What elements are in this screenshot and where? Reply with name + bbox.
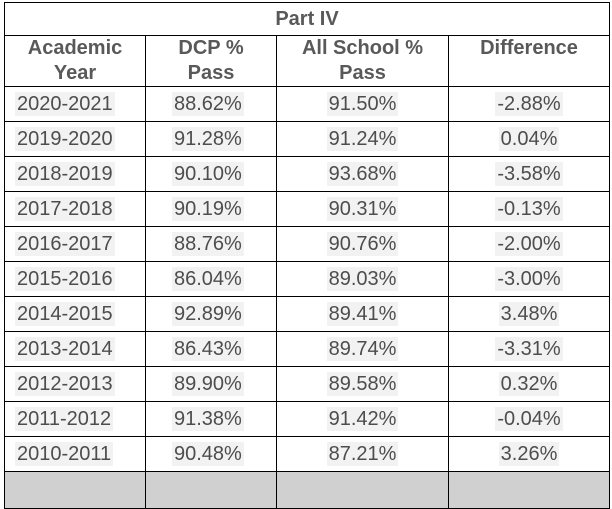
header-all-school-pass bbox=[277, 36, 449, 87]
cell-text: 91.50% bbox=[328, 92, 397, 115]
header-line: DCP % bbox=[178, 37, 244, 59]
cell-text: 91.24% bbox=[328, 127, 397, 150]
cell-difference bbox=[449, 87, 610, 122]
cell-dcp-pass bbox=[146, 87, 277, 122]
table-row bbox=[5, 402, 610, 437]
header-academic-year bbox=[5, 36, 146, 87]
table-row bbox=[5, 87, 610, 122]
cell-text: 2020-2021 bbox=[17, 92, 113, 115]
header-line: Academic bbox=[27, 37, 123, 59]
cell-text: 91.38% bbox=[174, 407, 242, 430]
cell-text: 2011-2012 bbox=[17, 407, 112, 430]
cell-all-school-pass bbox=[277, 367, 449, 402]
cell-text: 0.32% bbox=[500, 372, 558, 395]
cell-academic-year bbox=[5, 332, 146, 367]
cell-text: 89.74% bbox=[328, 337, 397, 360]
cell-text: 90.48% bbox=[174, 442, 242, 465]
cell-all-school-pass bbox=[277, 227, 449, 262]
header-line: Difference bbox=[480, 37, 578, 59]
cell-academic-year bbox=[5, 367, 146, 402]
cell-academic-year bbox=[5, 122, 146, 157]
header-line: Pass bbox=[187, 62, 235, 84]
cell-text: 86.43% bbox=[174, 337, 242, 360]
table-row bbox=[5, 192, 610, 227]
header-line: Pass bbox=[339, 62, 386, 84]
cell-text: 90.76% bbox=[328, 232, 397, 255]
cell-difference bbox=[449, 332, 610, 367]
cell-text: 87.21% bbox=[328, 442, 397, 465]
cell-text: -0.13% bbox=[497, 197, 561, 220]
cell-text: 0.04% bbox=[500, 127, 558, 150]
cell-academic-year bbox=[5, 262, 146, 297]
cell-difference bbox=[449, 437, 610, 472]
cell-difference bbox=[449, 402, 610, 437]
cell-text: 3.26% bbox=[500, 442, 558, 465]
cell-text: -3.31% bbox=[497, 337, 561, 360]
cell-all-school-pass bbox=[277, 332, 449, 367]
results-table-container bbox=[4, 2, 609, 509]
cell-academic-year bbox=[5, 297, 146, 332]
table-row bbox=[5, 227, 610, 262]
cell-text: 2013-2014 bbox=[17, 337, 113, 360]
cell-text: 3.48% bbox=[500, 302, 558, 325]
table-row bbox=[5, 367, 610, 402]
cell-text: 89.90% bbox=[174, 372, 242, 395]
footer-cell bbox=[146, 472, 277, 509]
cell-academic-year bbox=[5, 87, 146, 122]
table-body bbox=[5, 87, 610, 472]
results-table bbox=[4, 2, 610, 509]
table-row bbox=[5, 437, 610, 472]
cell-difference bbox=[449, 192, 610, 227]
cell-text: 92.89% bbox=[174, 302, 242, 325]
cell-dcp-pass bbox=[146, 122, 277, 157]
cell-text: 90.10% bbox=[174, 162, 242, 185]
table-row bbox=[5, 262, 610, 297]
cell-dcp-pass bbox=[146, 262, 277, 297]
cell-all-school-pass bbox=[277, 262, 449, 297]
cell-text: -3.58% bbox=[497, 162, 561, 185]
cell-dcp-pass bbox=[146, 332, 277, 367]
cell-text: 90.19% bbox=[174, 197, 242, 220]
cell-all-school-pass bbox=[277, 122, 449, 157]
table-row bbox=[5, 122, 610, 157]
cell-text: 91.28% bbox=[174, 127, 242, 150]
cell-text: 88.62% bbox=[174, 92, 242, 115]
cell-text: 2018-2019 bbox=[17, 162, 113, 185]
header-dcp-pass bbox=[146, 36, 277, 87]
cell-dcp-pass bbox=[146, 367, 277, 402]
cell-all-school-pass bbox=[277, 157, 449, 192]
cell-text: 89.58% bbox=[328, 372, 397, 395]
cell-text: 2019-2020 bbox=[17, 127, 113, 150]
cell-text: 2014-2015 bbox=[17, 302, 113, 325]
cell-text: -0.04% bbox=[497, 407, 561, 430]
cell-academic-year bbox=[5, 192, 146, 227]
table-row bbox=[5, 157, 610, 192]
cell-all-school-pass bbox=[277, 402, 449, 437]
cell-difference bbox=[449, 297, 610, 332]
table-row bbox=[5, 332, 610, 367]
cell-dcp-pass bbox=[146, 227, 277, 262]
cell-difference bbox=[449, 122, 610, 157]
cell-all-school-pass bbox=[277, 437, 449, 472]
cell-academic-year bbox=[5, 437, 146, 472]
cell-academic-year bbox=[5, 157, 146, 192]
header-line: Year bbox=[53, 62, 97, 84]
cell-dcp-pass bbox=[146, 437, 277, 472]
footer-cell bbox=[449, 472, 610, 509]
cell-difference bbox=[449, 262, 610, 297]
cell-dcp-pass bbox=[146, 297, 277, 332]
table-header-row bbox=[5, 36, 610, 87]
table-title-row bbox=[5, 3, 610, 36]
cell-difference bbox=[449, 227, 610, 262]
footer-cell bbox=[277, 472, 449, 509]
cell-text: 88.76% bbox=[174, 232, 242, 255]
cell-dcp-pass bbox=[146, 402, 277, 437]
cell-text: 89.41% bbox=[328, 302, 397, 325]
cell-text: 89.03% bbox=[328, 267, 397, 290]
table-footer-row bbox=[5, 472, 610, 509]
cell-all-school-pass bbox=[277, 87, 449, 122]
cell-text: -2.00% bbox=[497, 232, 561, 255]
table-row bbox=[5, 297, 610, 332]
footer-cell bbox=[5, 472, 146, 509]
cell-text: -3.00% bbox=[497, 267, 561, 290]
header-difference bbox=[449, 36, 610, 87]
cell-text: 2012-2013 bbox=[17, 372, 113, 395]
cell-text: 2015-2016 bbox=[17, 267, 113, 290]
cell-text: 93.68% bbox=[328, 162, 397, 185]
header-line: All School % bbox=[301, 37, 424, 59]
cell-text: 2016-2017 bbox=[17, 232, 113, 255]
cell-text: 91.42% bbox=[328, 407, 397, 430]
cell-academic-year bbox=[5, 402, 146, 437]
cell-dcp-pass bbox=[146, 157, 277, 192]
cell-text: 90.31% bbox=[328, 197, 397, 220]
table-title: Part IV bbox=[5, 3, 610, 36]
cell-text: 86.04% bbox=[174, 267, 242, 290]
cell-all-school-pass bbox=[277, 297, 449, 332]
cell-dcp-pass bbox=[146, 192, 277, 227]
cell-difference bbox=[449, 157, 610, 192]
cell-academic-year bbox=[5, 227, 146, 262]
cell-text: -2.88% bbox=[497, 92, 561, 115]
cell-difference bbox=[449, 367, 610, 402]
cell-all-school-pass bbox=[277, 192, 449, 227]
cell-text: 2017-2018 bbox=[17, 197, 113, 220]
cell-text: 2010-2011 bbox=[17, 442, 112, 465]
